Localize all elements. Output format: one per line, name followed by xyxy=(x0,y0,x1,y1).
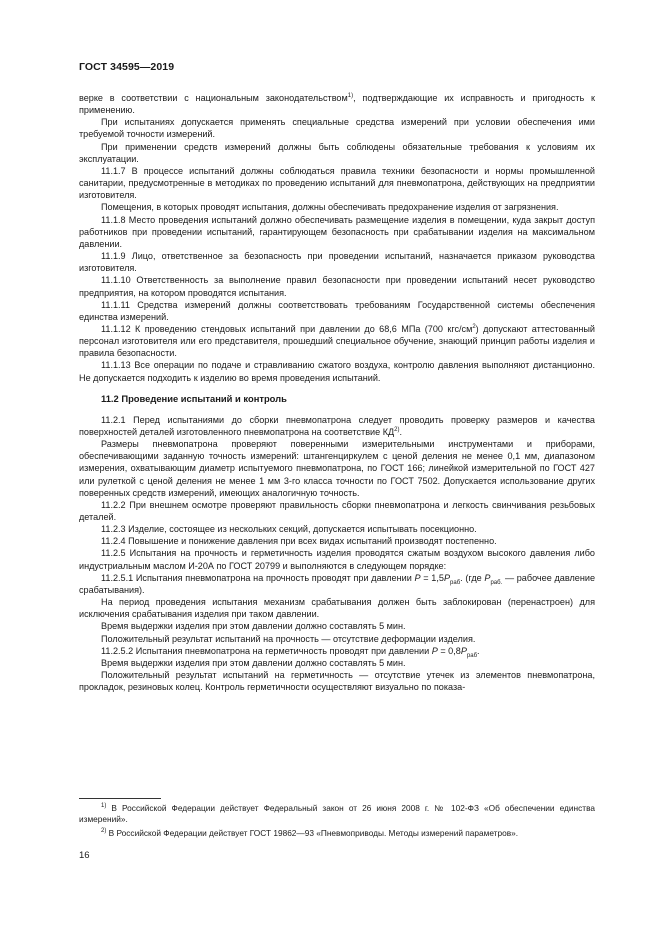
paragraph: 11.1.11 Средства измерений должны соответствовать требованиям Государственной системы обеспечения единства измерений. xyxy=(79,299,595,322)
paragraph: 11.2.2 При внешнем осмотре проверяют правильность сборки пневмопатрона и легкость свинчивания резьбовых деталей. xyxy=(79,499,595,522)
section-heading: 11.2 Проведение испытаний и контроль xyxy=(101,392,287,404)
document-header: ГОСТ 34595—2019 xyxy=(79,61,175,73)
footnote-ref: 1) xyxy=(347,92,354,99)
paragraph: Время выдержки изделия при этом давлении должно составлять 5 мин. xyxy=(101,657,406,668)
paragraph: На период проведения испытания механизм срабатывания должен быть заблокирован (перенастроен) для исключения срабатывания изделия при таком давлении. xyxy=(79,597,595,620)
paragraph: 11.1.7 В процессе испытаний должны соблюдаться правила техники безопасности и нормы промышленной санитарии, предусмотренные в методиках по проведению испытаний для пневмопатрона, действующих на предприятии изготовителя. xyxy=(79,165,595,201)
page-number: 16 xyxy=(79,850,90,861)
paragraph: Положительный результат испытаний на герметичность — отсутствие утечек из элементов пневмопатрона, прокладок, резиновых колец. Контроль герметичности осуществляют визуально по показа- xyxy=(79,670,595,693)
paragraph: Время выдержки изделия при этом давлении должно составлять 5 мин. xyxy=(101,621,406,632)
paragraph: 11.1.12 К проведению стендовых испытаний при давлении до 68,6 МПа (700 кгс/$см^2$) допускают аттестованный персонал изготовителя или его представителя, прошедший специальное обучение, знающий принцип работы изделия и правила безопасности. xyxy=(79,323,596,359)
paragraph: При испытаниях допускается применять специальные средства измерений при условии обеспечения ими требуемой точности измерений. xyxy=(79,117,595,140)
paragraph: Помещения, в которых проводят испытания, должны обеспечивать предохранение изделия от загрязнения. xyxy=(101,202,559,213)
paragraph: 11.1.13 Все операции по подаче и стравливанию сжатого воздуха, контролю давления выполняют дистанционно. Не допускается подходить к изделию во время проведения испытаний. xyxy=(79,360,595,383)
footnote: $^{1)}$ В Российской Федерации действует Федеральный закон от 26 июня 2008 г. № 102-ФЗ «Об обеспечении единства измерений». xyxy=(79,803,595,824)
paragraph: 11.2.3 Изделие, состоящее из нескольких секций, допускается испытывать посекционно. xyxy=(101,524,477,535)
paragraph: 11.2.4 Повышение и понижение давления при всех видах испытаний производят постепенно. xyxy=(101,536,497,547)
footnote-divider xyxy=(79,798,161,799)
paragraph: Размеры пневмопатрона проверяют поверенными измерительными инструментами и приборами, обеспечивающими заданную точность измерений: штангенциркулем с ценой деления не менее 0,1 мм, диапазоном измерения, охватывающим диаметр испытуемого пневмопатрона, по ГОСТ 166; линейкой измерительной по ГОСТ 427 или рулеткой с ценой деления не менее 1 мм 3-го класса точности по ГОСТ 7502. Допускается использование других поверенных средств измерений, имеющих аналогичную точность. xyxy=(79,439,595,498)
paragraph: Положительный результат испытаний на прочность — отсутствие деформации изделия. xyxy=(101,633,476,644)
paragraph: 11.1.9 Лицо, ответственное за безопасность при проведении испытаний, назначается приказом руководства изготовителя. xyxy=(79,251,595,274)
paragraph: 11.1.8 Место проведения испытаний должно обеспечивать размещение изделия в помещении, куда закрыт доступ работников при проведении испытаний, гарантирующем безопасность при срабатывании изделия на максимальном давлении. xyxy=(79,214,595,249)
paragraph: При применении средств измерений должны быть соблюдены обязательные требования к условиям их эксплуатации. xyxy=(79,141,595,164)
paragraph: 11.2.1 Перед испытаниями до сборки пневмопатрона следует проводить проверку размеров и качества поверхностей деталей изготовленного пневмопатрона на соответствие КД$^{2)}$. xyxy=(79,414,595,437)
paragraph: 11.2.5.1 Испытания пневмопатрона на прочность проводят при давлении $P = 1,5P_{раб}$. (где $P_{раб.}$ — рабочее давление срабатывания). xyxy=(79,572,595,595)
document-body xyxy=(79,92,595,693)
footnotes xyxy=(79,803,595,842)
footnote-ref: 2) xyxy=(394,426,400,433)
footnote: $^{2)}$ В Российской Федерации действует ГОСТ 19862—93 «Пневмоприводы. Методы измерений параметров». xyxy=(101,828,519,838)
paragraph: 11.2.5 Испытания на прочность и герметичность изделия проводятся сжатым воздухом высокого давления либо индустриальным маслом И-20А по ГОСТ 20799 и выполняются в следующем порядке: xyxy=(79,548,595,571)
paragraph: 11.2.5.2 Испытания пневмопатрона на герметичность проводят при давлении $P = 0,8P_{раб}$. xyxy=(101,645,480,659)
paragraph: 11.1.10 Ответственность за выполнение правил безопасности при проведении испытаний несет руководство предприятия, на котором проводятся испытания. xyxy=(79,275,595,298)
paragraph: верке в соответствии с национальным законодательством$^{1)}$, подтверждающие их исправность и пригодность к применению. xyxy=(79,92,595,116)
